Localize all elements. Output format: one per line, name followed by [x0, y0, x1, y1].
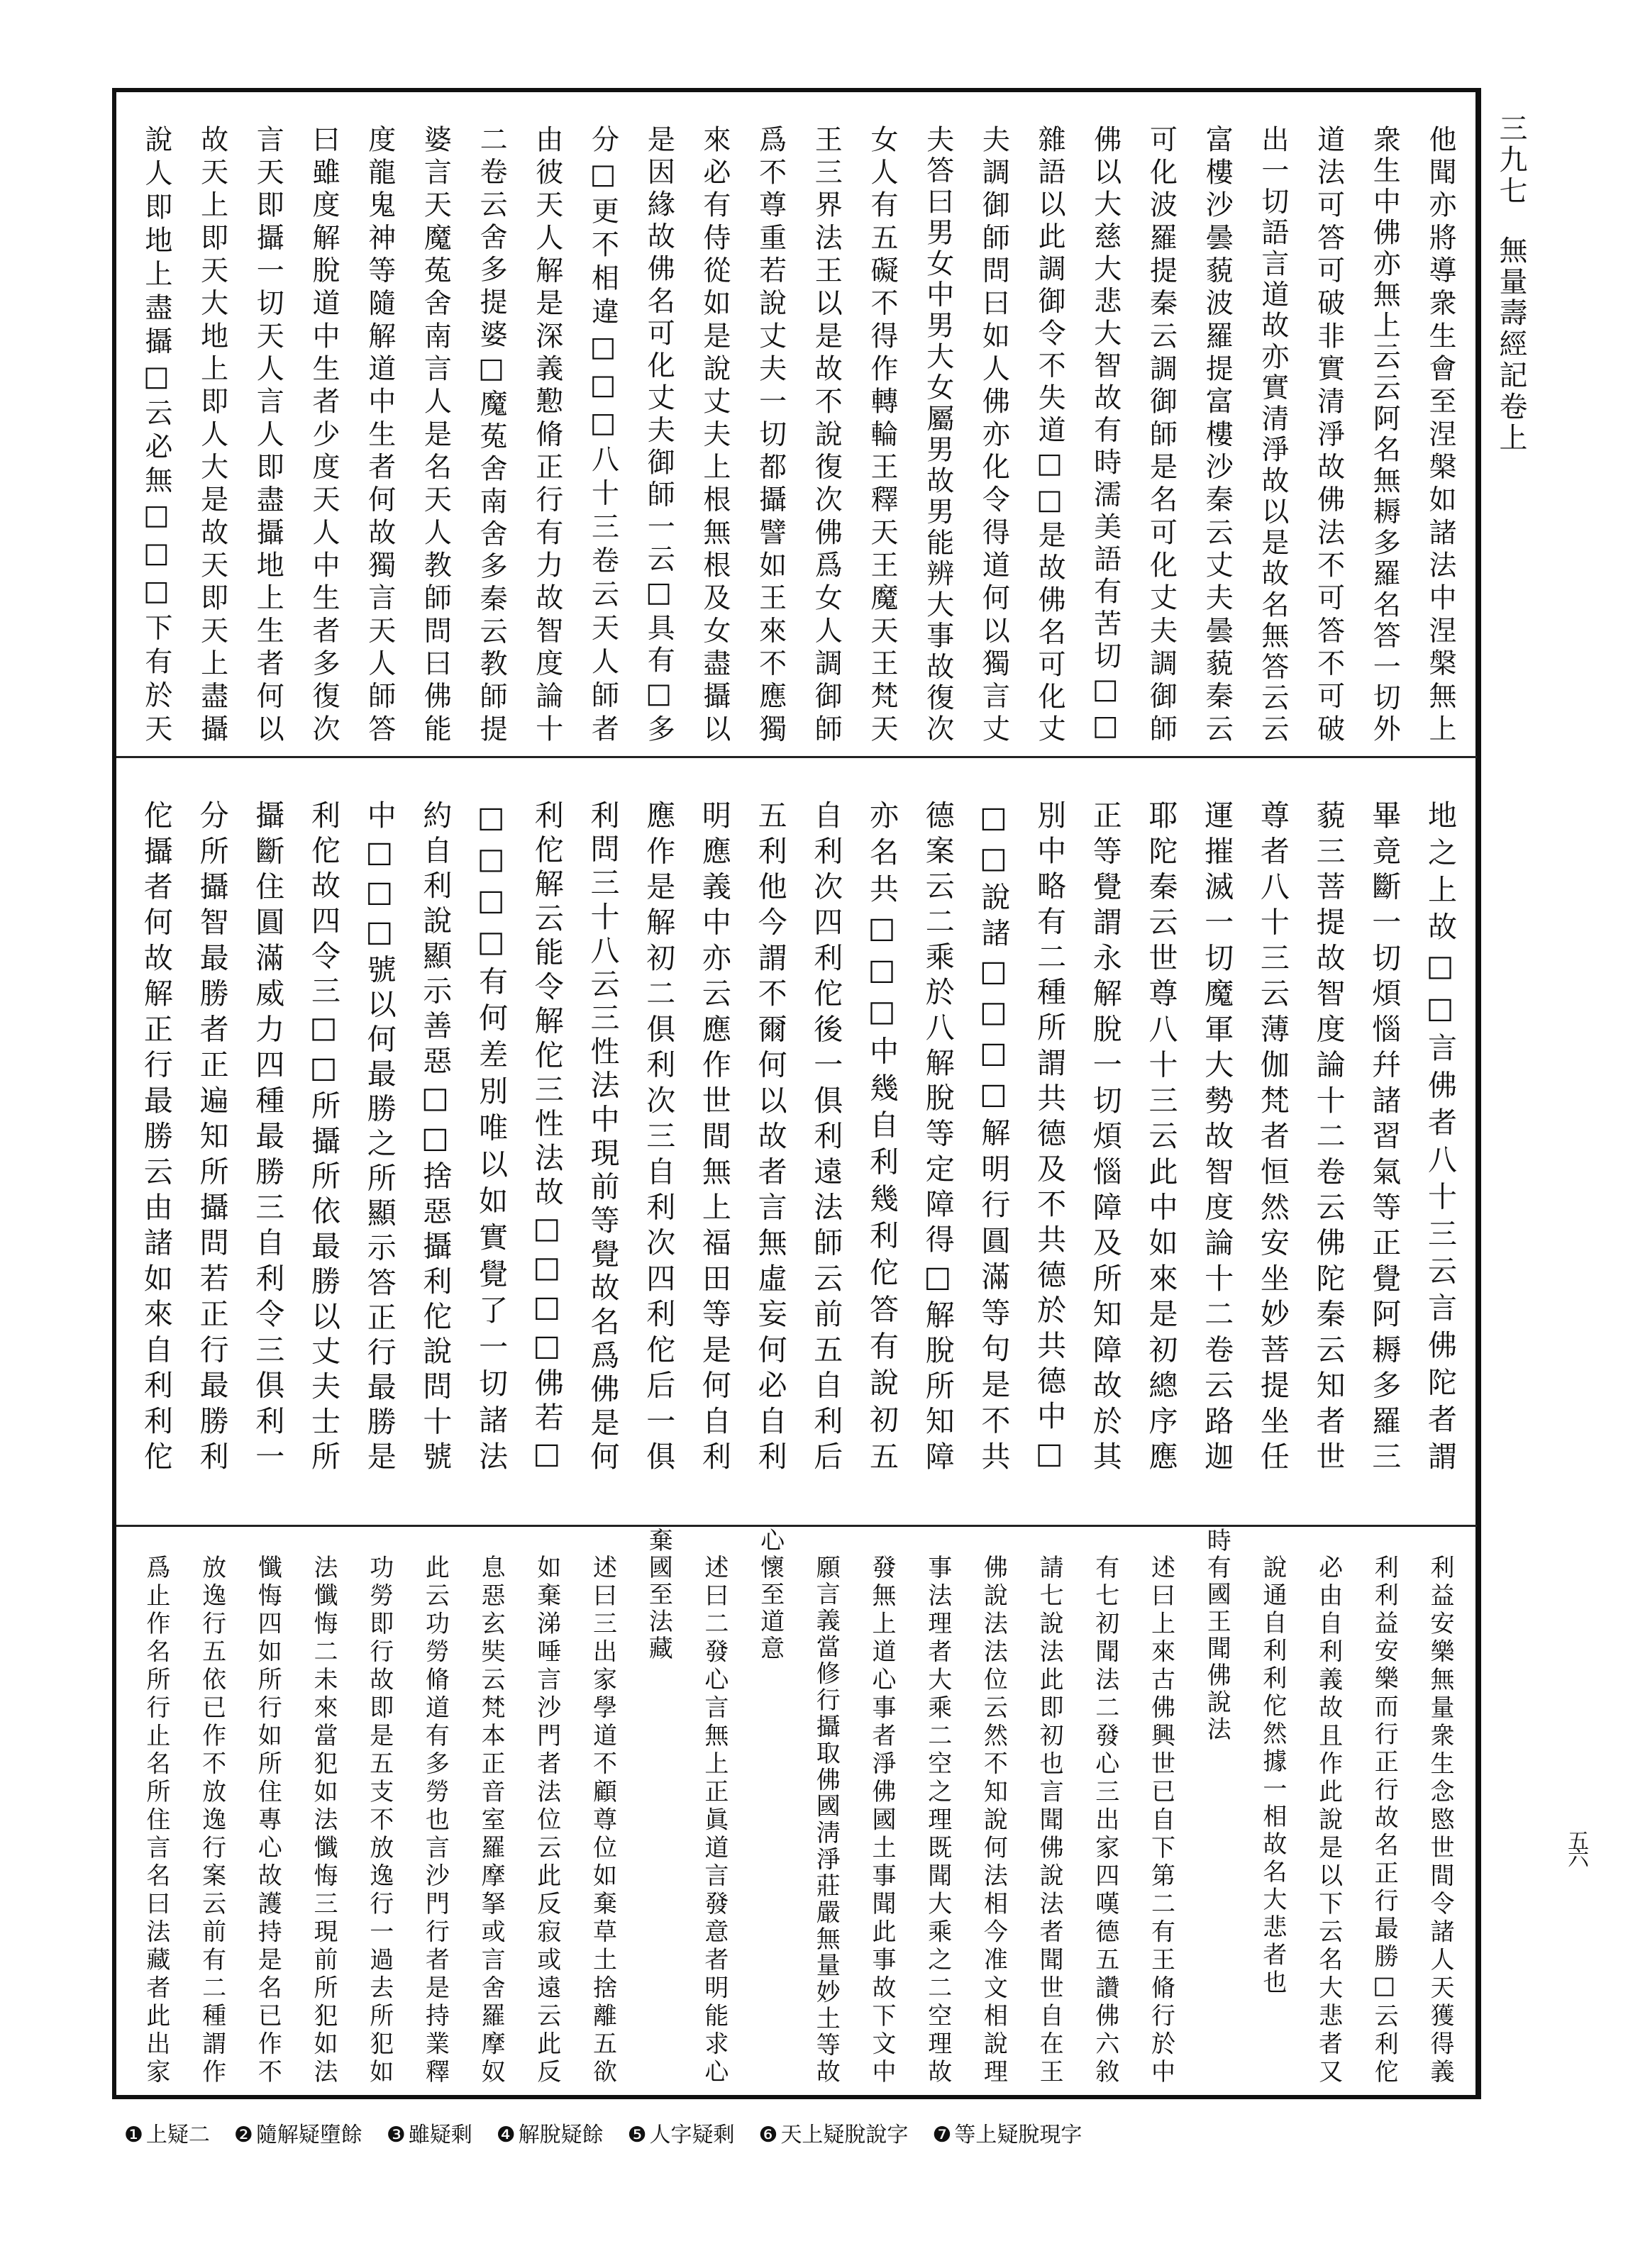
- text-column: 雜語以此調御令不失道□□是故佛名可化丈: [1034, 125, 1066, 742]
- text-column: 約自利說顯示善惡□□捨惡攝利佗說問十號: [418, 800, 453, 1470]
- text-column: 請七說法此即初也言聞佛說法者聞世自在王: [1035, 1555, 1064, 2083]
- text-column: 明應義中亦云應作世間無上福田等是何自利: [697, 800, 731, 1470]
- footnotes: [124, 2117, 1106, 2148]
- footnote: [628, 2117, 735, 2148]
- text-column: 藐三菩提故智度論十二卷云佛陀秦云知者世: [1311, 800, 1346, 1470]
- volume-page-number: 三九七: [1495, 113, 1527, 207]
- text-column: □□說諸□□□□解明行圓滿等句是不共: [976, 800, 1011, 1470]
- text-column: 佗攝者何故解正行最勝云由諸如來自利利佗: [138, 800, 173, 1470]
- upper-register: [128, 125, 1468, 749]
- text-column: 別中略有二種所謂共德及不共德於共德中□: [1032, 800, 1067, 1470]
- text-column: 是因緣故佛名可化丈夫御師一云□具有□多: [643, 125, 675, 742]
- text-column: 發無上道心事者淨佛國土事聞此事故下文中: [868, 1555, 896, 2083]
- text-column: 述曰二發心言無上正眞道言發意者明能求心: [699, 1555, 729, 2083]
- footnote-text: 天上疑脫說字: [780, 2123, 909, 2147]
- text-column: 爲止作名所行止名所住言名曰法藏者此出家: [141, 1555, 170, 2083]
- footnote-marker: ❺: [627, 2123, 647, 2147]
- text-column: 耶陀秦云世尊八十三云此中如來是初總序應: [1144, 800, 1178, 1470]
- text-column: 此云功勞脩道有多勞也言沙門行者是持業釋: [421, 1555, 450, 2083]
- text-column: 事法理者大乘二空之理既聞大乘之二空理故: [923, 1555, 952, 2083]
- middle-register: [128, 800, 1468, 1481]
- footnote: [759, 2117, 909, 2148]
- text-column: 分所攝智最勝者正遍知所攝問若正行最勝利: [194, 800, 229, 1470]
- text-column: 地之上故□□言佛者八十三云言佛陀者謂: [1423, 800, 1457, 1470]
- text-column: 衆生中佛亦無上云云阿名無耨多羅名答一切外: [1368, 125, 1401, 742]
- text-column: 必由自利義故且作此說是以下云名大悲者又: [1314, 1555, 1343, 2083]
- text-column: 應作是解初二俱利次三自利次四利佗后一俱: [641, 800, 676, 1470]
- text-column: 夫答曰男女中男大女屬男故男能辨大事故復次: [921, 125, 954, 742]
- text-column: 放逸行五依已作不放逸行案云前有二種謂作: [197, 1555, 226, 2083]
- text-column: 運摧滅一切魔軍大勢故智度論十二卷云路迦: [1200, 800, 1234, 1470]
- footnote-marker: ❸: [386, 2123, 406, 2147]
- text-column: 女人有五礙不得作轉輪王釋天王魔天王梵天: [866, 125, 898, 742]
- footnote: [497, 2117, 604, 2148]
- section-heading-column: 棄國至法藏: [644, 1528, 673, 1662]
- text-column: 佛說法法位云然不知說何法相今准文相說理: [979, 1555, 1008, 2083]
- footnote-marker: ❻: [758, 2123, 778, 2147]
- text-column: 出一切語言道故亦實清淨故以是故名無答云云: [1256, 125, 1289, 742]
- text-column: 說通自利利佗然據一相故名大悲者也: [1258, 1555, 1287, 1997]
- text-column: 述曰上來古佛興世已自下第二有王脩行於中: [1146, 1555, 1175, 2083]
- text-column: 述曰三出家學道不顧尊位如棄草土捨離五欲: [588, 1555, 617, 2083]
- footnote-text: 雖疑剩: [408, 2123, 472, 2147]
- text-column: 利利益安樂而行正行故名正行最勝□云利佗: [1370, 1555, 1399, 2083]
- text-column: 五利他今謂不爾何以故者言無虛妄何必自利: [753, 800, 787, 1470]
- footnote-text: 等上疑脫現字: [954, 2123, 1082, 2147]
- text-column: 說人即地上盡攝□云必無□□□下有於天: [140, 125, 172, 742]
- text-column: 有七初聞法二發心三出家四嘆德五讚佛六敘: [1090, 1555, 1119, 2083]
- register-divider: [116, 756, 1477, 758]
- text-column: 德案云二乘於八解脫等定障得□解脫所知障: [920, 800, 955, 1470]
- section-heading-column: 時有國王聞佛說法: [1202, 1528, 1231, 1743]
- text-column: 來必有侍從如是說丈夫上根無根及女盡攝以: [698, 125, 731, 742]
- text-column: 利益安樂無量衆生念愍世間令諸人天獲得義: [1426, 1555, 1454, 2083]
- text-column: 爲不尊重若說丈夫一切都攝譬如王來不應獨: [754, 125, 787, 742]
- text-column: 他聞亦將導衆生會至涅槃如諸法中涅槃無上: [1424, 125, 1456, 742]
- text-column: 攝斷住圓滿威力四種最勝三自利令三俱利一: [250, 800, 285, 1470]
- lower-register: [128, 1528, 1468, 2086]
- page-number: 五六: [1563, 1830, 1588, 1864]
- book-title: 無量壽經記卷上: [1495, 235, 1527, 454]
- section-heading-column: 心懷至道意: [755, 1528, 785, 1662]
- footnote: [234, 2117, 362, 2148]
- text-column: 利問三十八云三性法中現前等覺故名爲佛是何: [585, 800, 620, 1470]
- text-column: 中□□□號以何最勝之所顯示答正行最勝是: [362, 800, 397, 1470]
- footnote-marker: ❼: [932, 2123, 952, 2147]
- text-column: 夫調御師問曰如人佛亦化令得道何以獨言丈: [978, 125, 1010, 742]
- text-column: 曰雖度解脫道中生者少度天人中生者多復次: [308, 125, 340, 742]
- text-column: 分□更不相違□□□八十三卷云天人師者: [587, 125, 619, 742]
- footnote-text: 人字疑剩: [649, 2123, 735, 2147]
- footnote: [387, 2117, 472, 2148]
- register-divider: [116, 1525, 1477, 1527]
- text-column: 正等覺謂永解脫一切煩惱障及所知障故於其: [1087, 800, 1122, 1470]
- text-column: 息惡玄奘云梵本正音室羅摩拏或言舍羅摩奴: [477, 1555, 506, 2083]
- text-column: 可化波羅提秦云調御師是名可化丈夫調御師: [1145, 125, 1178, 742]
- footnote-text: 解脫疑餘: [518, 2123, 604, 2147]
- footnote-text: 上疑二: [145, 2123, 210, 2147]
- text-column: 願言義當修行攝取佛國淸淨莊嚴無量妙土等故: [812, 1555, 841, 2083]
- text-column: 尊者八十三云薄伽梵者恒然安坐妙菩提坐任: [1255, 800, 1290, 1470]
- text-column: 如棄涕唾言沙門者法位云此反寂或遠云此反: [532, 1555, 561, 2083]
- text-column: 自利次四利佗後一俱利遠法師云前五自利后: [809, 800, 843, 1470]
- text-column: 法懺悔二未來當犯如法懺悔三現前所犯如法: [309, 1555, 338, 2083]
- text-column: 懺悔四如所行如所住專心故護持是名已作不: [253, 1555, 282, 2083]
- text-column: 二卷云舍多提婆□魔菟舍南舍多秦云教師提: [475, 125, 508, 742]
- footnote-marker: ❶: [124, 2123, 143, 2147]
- text-column: 利佗故四令三□□所攝所依最勝以丈夫士所: [306, 800, 340, 1470]
- text-column: 由彼天人解是深義懃脩正行有力故智度論十: [531, 125, 563, 742]
- footnote: [932, 2117, 1082, 2148]
- text-column: 言天即攝一切天人言人即盡攝地上生者何以: [252, 125, 284, 742]
- text-column: 功勞即行故即是五支不放逸行一過去所犯如: [365, 1555, 394, 2083]
- text-column: 道法可答可破非實清淨故佛法不可答不可破: [1312, 125, 1345, 742]
- footnote-marker: ❷: [233, 2123, 253, 2147]
- text-column: 王三界法王以是故不說復次佛爲女人調御師: [810, 125, 843, 742]
- text-column: 故天上即天大地上即人大是故天即天上盡攝: [196, 125, 228, 742]
- running-header: [1495, 113, 1527, 454]
- footnote-marker: ❹: [496, 2123, 516, 2147]
- footnote-text: 隨解疑墮餘: [255, 2123, 362, 2147]
- text-column: 亦名共□□□中幾自利幾利佗答有說初五: [865, 800, 899, 1470]
- text-column: 婆言天魔菟舍南言人是名天人教師問曰佛能: [419, 125, 452, 742]
- text-column: 利佗解云能令解佗三性法故□□□□佛若□: [529, 800, 564, 1470]
- text-column: 富樓沙曇藐波羅提富樓沙秦云丈夫曇藐秦云: [1201, 125, 1234, 742]
- text-column: □□□□有何差別唯以如實覺了一切諸法: [474, 800, 509, 1470]
- footnote: [124, 2117, 210, 2148]
- text-column: 度龍鬼神等隨解道中生者何故獨言天人師答: [363, 125, 396, 742]
- text-column: 畢竟斷一切煩惱幷諸習氣等正覺阿耨多羅三: [1367, 800, 1402, 1470]
- text-column: 佛以大慈大悲大智故有時濡美語有苦切□□: [1089, 125, 1122, 742]
